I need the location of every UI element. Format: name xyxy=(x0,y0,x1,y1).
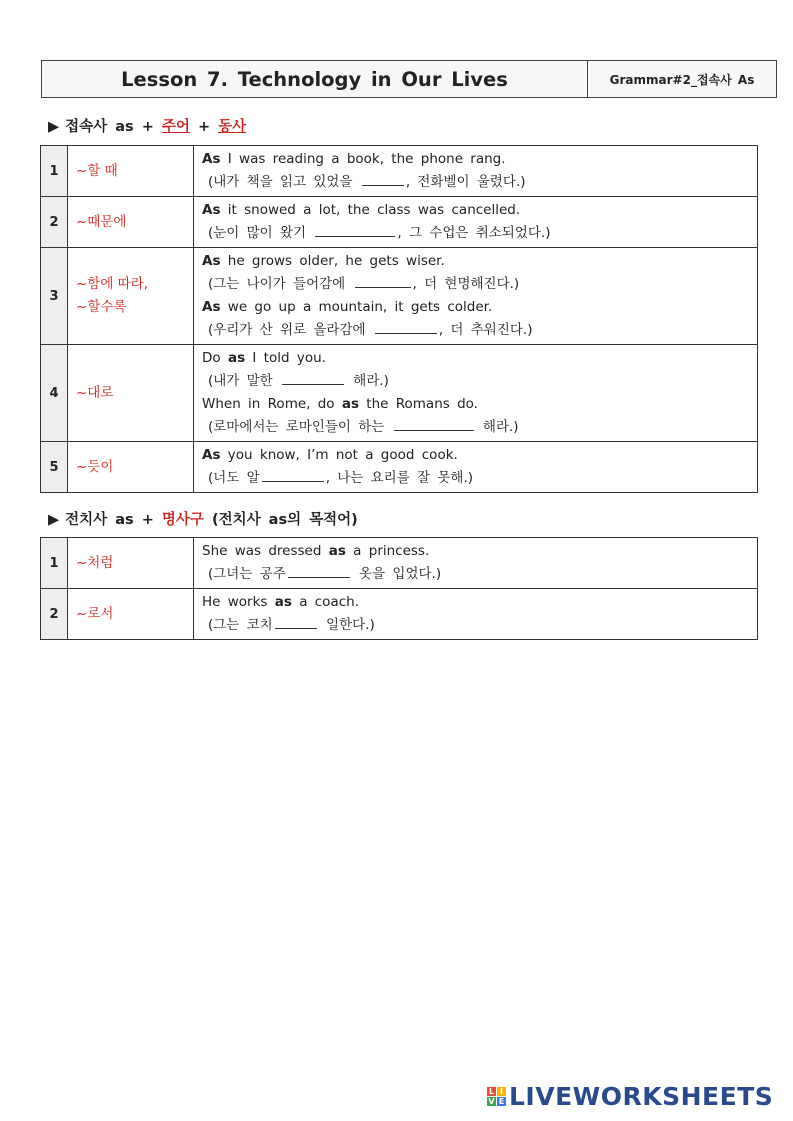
sentence-text: you know, I’m not a good cook. xyxy=(220,447,458,463)
meaning-text: ~함에 따라, xyxy=(76,276,149,292)
example-cell xyxy=(194,538,758,589)
triangle-bullet-icon: ▶ xyxy=(48,512,60,528)
sentence-text: He works xyxy=(202,594,275,610)
example-cell xyxy=(194,248,758,345)
table-row xyxy=(41,538,758,589)
as-keyword: as xyxy=(227,350,246,366)
meaning-cell xyxy=(68,442,194,493)
as-keyword: as xyxy=(341,396,360,412)
triangle-bullet-icon: ▶ xyxy=(48,119,60,135)
section-suffix: (전치사 as의 목적어) xyxy=(203,512,358,528)
sentence-text: Do xyxy=(202,350,228,366)
preposition-table xyxy=(40,537,758,640)
example-cell xyxy=(194,589,758,640)
translation-text: (내가 말한 xyxy=(208,373,281,389)
translation-text: , 더 추워진다.) xyxy=(438,322,533,338)
liveworksheets-logo xyxy=(487,1082,773,1111)
example-sentence xyxy=(202,199,749,222)
example-cell xyxy=(194,442,758,493)
meaning-cell xyxy=(68,146,194,197)
answer-blank[interactable] xyxy=(362,173,404,186)
verb-label: 동사 xyxy=(218,119,247,135)
translation-text: , 전화벨이 울렸다.) xyxy=(405,174,526,190)
translation-line xyxy=(202,370,749,393)
grammar-tag: Grammar#2_접속사 As xyxy=(588,61,776,97)
row-number: 5 xyxy=(41,442,68,493)
translation-text: 해라.) xyxy=(346,373,389,389)
translation-text: (너도 알 xyxy=(208,470,260,486)
translation-text: (그는 코치 xyxy=(208,617,273,633)
logo-text: LIVEWORKSHEETS xyxy=(509,1082,774,1111)
translation-line xyxy=(202,563,749,586)
answer-blank[interactable] xyxy=(275,616,317,629)
example-sentence xyxy=(202,148,749,171)
meaning-text: ~할수록 xyxy=(76,299,127,315)
answer-blank[interactable] xyxy=(288,565,350,578)
translation-text: (로마에서는 로마인들이 하는 xyxy=(208,419,392,435)
translation-line xyxy=(202,222,749,245)
translation-line xyxy=(202,273,749,296)
translation-line xyxy=(202,614,749,637)
translation-text: , 더 현명해진다.) xyxy=(412,276,520,292)
sentence-text: She was dressed xyxy=(202,543,329,559)
sentence-text: When in Rome, do xyxy=(202,396,342,412)
sentence-text: a coach. xyxy=(291,594,359,610)
meaning-text: ~대로 xyxy=(76,384,114,401)
translation-line xyxy=(202,171,749,194)
table-row xyxy=(41,442,758,493)
translation-text: 해라.) xyxy=(475,419,519,435)
meaning-cell xyxy=(68,589,194,640)
meaning-text: ~듯이 xyxy=(76,458,114,475)
answer-blank[interactable] xyxy=(262,469,324,482)
row-number: 1 xyxy=(41,538,68,589)
translation-line xyxy=(202,467,749,490)
meaning-text: ~처럼 xyxy=(76,554,114,571)
as-keyword: as xyxy=(328,543,346,559)
example-sentence xyxy=(202,393,749,416)
row-number: 4 xyxy=(41,345,68,442)
translation-text: (눈이 많이 왔기 xyxy=(208,225,314,241)
noun-phrase-label: 명사구 xyxy=(161,512,204,528)
meaning-cell xyxy=(68,345,194,442)
translation-text: 옷을 입었다.) xyxy=(351,566,442,582)
plus-sign: + xyxy=(189,119,219,135)
meaning-text: ~로서 xyxy=(76,605,114,622)
row-number: 2 xyxy=(41,197,68,248)
answer-blank[interactable] xyxy=(394,418,474,431)
table-row xyxy=(41,146,758,197)
sentence-text: I was reading a book, the phone rang. xyxy=(220,151,506,167)
row-number: 1 xyxy=(41,146,68,197)
translation-line xyxy=(202,319,749,342)
as-keyword: As xyxy=(202,151,221,167)
sentence-text: I told you. xyxy=(245,350,326,366)
table-row xyxy=(41,248,758,345)
answer-blank[interactable] xyxy=(282,372,344,385)
as-keyword: As xyxy=(202,253,221,269)
translation-text: 일한다.) xyxy=(318,617,375,633)
meaning-text: ~할 때 xyxy=(76,162,118,179)
example-sentence xyxy=(202,296,749,319)
logo-mark-icon: L I V E xyxy=(488,1087,505,1106)
translation-line xyxy=(202,416,749,439)
sentence-text: he grows older, he gets wiser. xyxy=(220,253,445,269)
sentence-text: it snowed a lot, the class was cancelled. xyxy=(220,202,521,218)
answer-blank[interactable] xyxy=(355,275,411,288)
row-number: 2 xyxy=(41,589,68,640)
meaning-text: ~때문에 xyxy=(76,213,127,230)
meaning-cell xyxy=(68,248,194,345)
sentence-text: we go up a mountain, it gets colder. xyxy=(220,299,493,315)
lesson-title: Lesson 7. Technology in Our Lives xyxy=(42,61,588,97)
translation-text: , 나는 요리를 잘 못해.) xyxy=(325,470,474,486)
example-cell xyxy=(194,197,758,248)
meaning-cell xyxy=(68,197,194,248)
example-cell xyxy=(194,345,758,442)
sentence-text: a princess. xyxy=(345,543,430,559)
example-sentence xyxy=(202,250,749,273)
lesson-header xyxy=(41,60,777,98)
answer-blank[interactable] xyxy=(375,321,437,334)
conjunction-table xyxy=(40,145,758,493)
example-cell xyxy=(194,146,758,197)
translation-text: (내가 책을 읽고 있었을 xyxy=(208,174,360,190)
section-prefix: 접속사 as + xyxy=(65,119,162,135)
section-conjunction-heading xyxy=(48,115,246,136)
section-prefix: 전치사 as + xyxy=(65,512,162,528)
table-row xyxy=(41,345,758,442)
row-number: 3 xyxy=(41,248,68,345)
as-keyword: As xyxy=(202,202,221,218)
example-sentence xyxy=(202,347,749,370)
translation-text: , 그 수업은 취소되었다.) xyxy=(397,225,551,241)
example-sentence xyxy=(202,591,749,614)
as-keyword: As xyxy=(202,447,221,463)
sentence-text: the Romans do. xyxy=(359,396,478,412)
meaning-cell xyxy=(68,538,194,589)
translation-text: (그는 나이가 들어감에 xyxy=(208,276,353,292)
as-keyword: as xyxy=(274,594,292,610)
example-sentence xyxy=(202,444,749,467)
subject-label: 주어 xyxy=(161,119,190,135)
as-keyword: As xyxy=(202,299,221,315)
table-row xyxy=(41,197,758,248)
translation-text: (그녀는 공주 xyxy=(208,566,286,582)
table-row xyxy=(41,589,758,640)
section-preposition-heading xyxy=(48,508,358,529)
example-sentence xyxy=(202,540,749,563)
translation-text: (우리가 산 위로 올라감에 xyxy=(208,322,373,338)
answer-blank[interactable] xyxy=(315,224,395,237)
